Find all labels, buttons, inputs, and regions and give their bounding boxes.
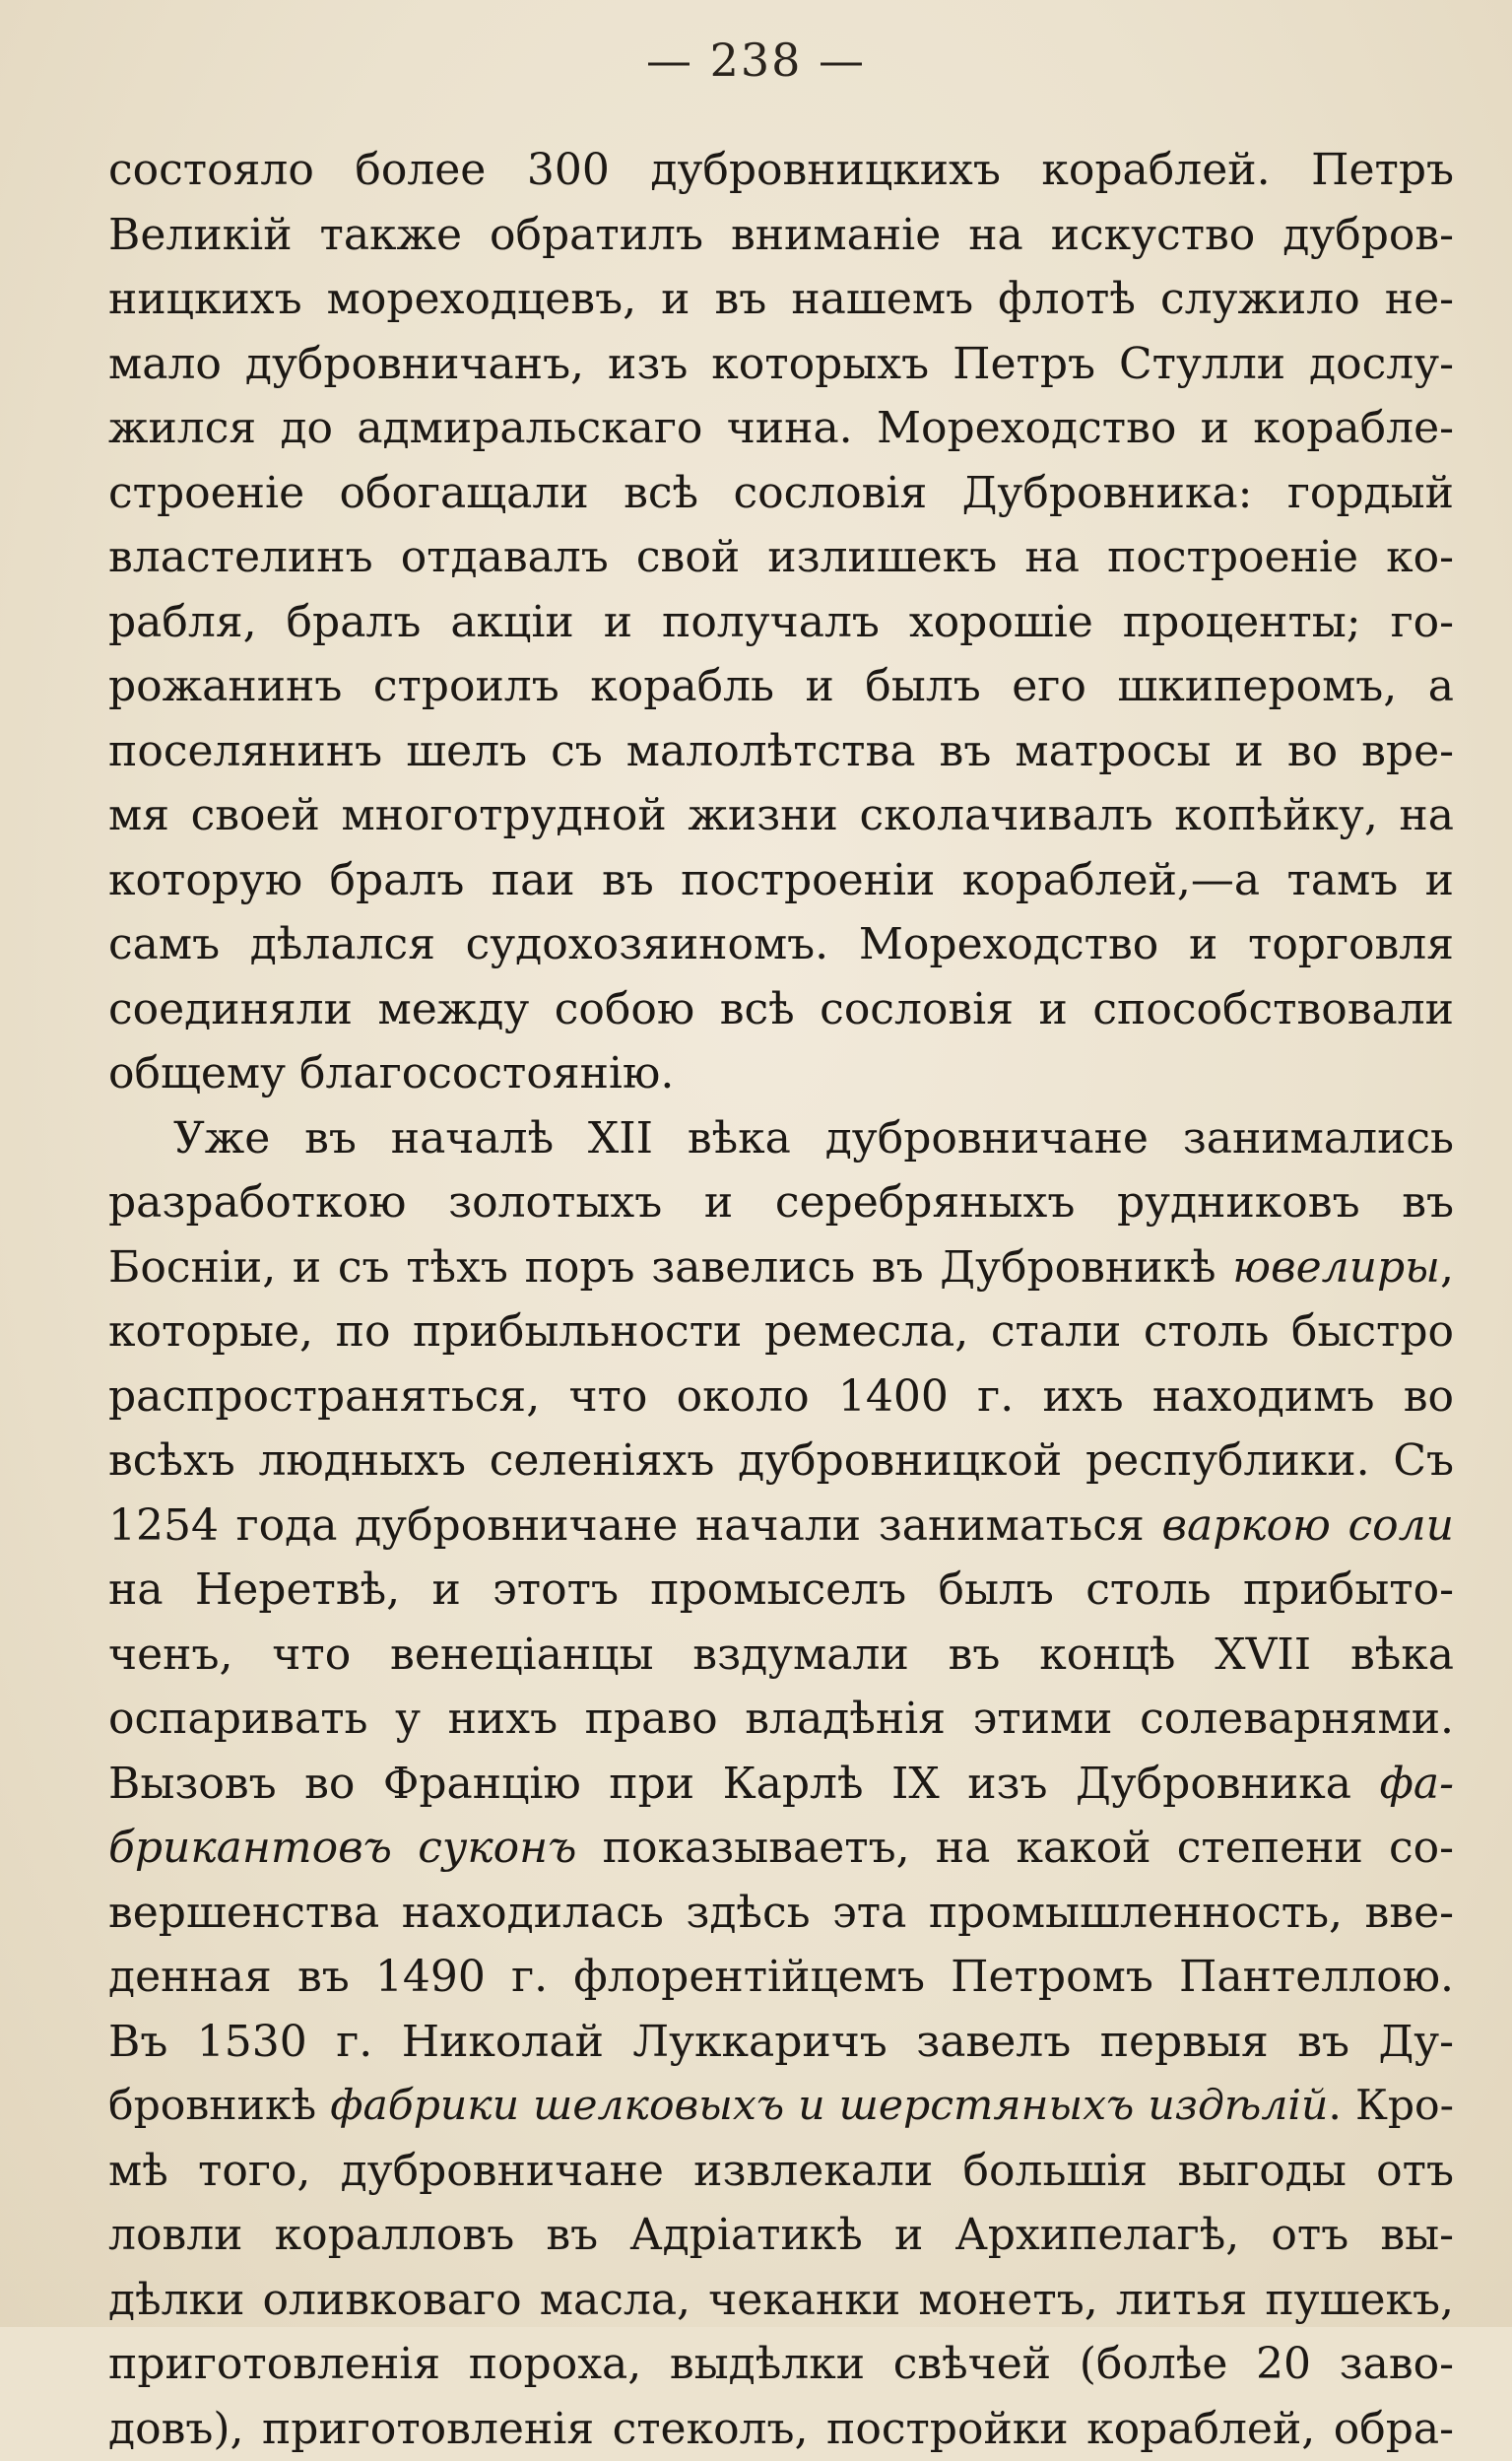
text-line xyxy=(108,1364,1454,1430)
italic-text: фа- xyxy=(1379,1759,1454,1809)
text-line xyxy=(108,1623,1454,1688)
text-run: поселянинъ шелъ съ малолѣтства въ матросы и во вре- xyxy=(108,726,1454,776)
text-run: мѣ того, дубровничане извлекали большія выгоды отъ xyxy=(108,2146,1454,2196)
text-run: ченъ, что венеціанцы вздумали въ концѣ XVII вѣка xyxy=(108,1630,1454,1680)
text-line xyxy=(108,138,1454,203)
text-run: Уже въ началѣ XII вѣка дубровничане занимались xyxy=(173,1113,1454,1164)
text-run: жился до адмиральскаго чина. Мореходство и корабле- xyxy=(108,403,1454,453)
text-run: мя своей многотрудной жизни сколачивалъ копѣйку, на xyxy=(108,790,1454,840)
text-run: Великій также обратилъ вниманіе на искуство дубров- xyxy=(108,210,1454,260)
text-run: дѣлки оливковаго масла, чеканки монетъ, литья пушекъ, xyxy=(108,2275,1454,2325)
text-run: Вызовъ во Францію при Карлѣ IX изъ Дубровника xyxy=(108,1759,1379,1809)
text-line xyxy=(108,590,1454,655)
text-line xyxy=(108,1687,1454,1752)
text-run: ницкихъ мореходцевъ, и въ нашемъ флотѣ служило не- xyxy=(108,274,1454,324)
text-line xyxy=(108,1945,1454,2010)
text-run: бровникѣ xyxy=(108,2082,330,2130)
text-run: 1254 года дубровничане начали заниматься xyxy=(108,1500,1161,1551)
text-line xyxy=(108,396,1454,461)
text-line xyxy=(108,1752,1454,1817)
text-line xyxy=(108,1816,1454,1881)
text-line xyxy=(108,2010,1454,2075)
text-line xyxy=(108,1494,1454,1559)
text-run: приготовленія пороха, выдѣлки свѣчей (болѣе 20 заво- xyxy=(108,2339,1454,2389)
text-line xyxy=(108,1881,1454,1946)
text-line xyxy=(108,1041,1454,1106)
text-run: довъ), приготовленія стеколъ, постройки кораблей, обра- xyxy=(108,2404,1454,2454)
text-run: распространяться, что около 1400 г. ихъ находимъ во xyxy=(108,1371,1454,1422)
page-number: — 238 — xyxy=(0,33,1512,87)
text-run: соединяли между собою всѣ сословія и способствовали xyxy=(108,984,1454,1034)
italic-text: фабрики шелковыхъ и шерстяныхъ издѣлій xyxy=(330,2082,1328,2130)
text-line xyxy=(108,977,1454,1042)
text-run: общему благосостоянію. xyxy=(108,1048,674,1098)
text-run: оспаривать у нихъ право владѣнія этими солеварнями. xyxy=(108,1694,1454,1744)
text-line xyxy=(108,1106,1454,1171)
text-run: строеніе обогащали всѣ сословія Дубровника: гордый xyxy=(108,468,1454,518)
text-run: рабля, бралъ акціи и получалъ хорошіе проценты; го- xyxy=(108,597,1454,647)
text-line xyxy=(108,1170,1454,1235)
text-line xyxy=(108,2332,1454,2397)
paragraph xyxy=(108,1106,1454,2461)
text-line xyxy=(108,203,1454,268)
text-line xyxy=(108,332,1454,397)
text-run: разработкою золотыхъ и серебряныхъ рудниковъ въ xyxy=(108,1177,1454,1228)
text-line xyxy=(108,2268,1454,2333)
text-run: состояло более 300 дубровницкихъ кораблей. Петръ xyxy=(108,145,1454,195)
paragraph xyxy=(108,138,1454,1106)
italic-text: ювелиры xyxy=(1232,1242,1440,1293)
text-line xyxy=(108,2203,1454,2268)
text-run: показываетъ, на какой степени со- xyxy=(576,1823,1454,1873)
text-line xyxy=(108,1299,1454,1364)
text-run: , xyxy=(1440,1242,1454,1293)
text-line xyxy=(108,2397,1454,2461)
text-run: которые, по прибыльности ремесла, стали столь быстро xyxy=(108,1306,1454,1357)
text-run: Босніи, и съ тѣхъ поръ завелись въ Дубровникѣ xyxy=(108,1242,1232,1293)
text-run: мало дубровничанъ, изъ которыхъ Петръ Стулли дослу- xyxy=(108,339,1454,389)
text-run: на Неретвѣ, и этотъ промыселъ былъ столь прибыто- xyxy=(108,1564,1454,1615)
text-run: Въ 1530 г. Николай Луккаричъ завелъ первыя въ Ду- xyxy=(108,2017,1454,2067)
text-run: денная въ 1490 г. флорентійцемъ Петромъ Пантеллою. xyxy=(108,1952,1454,2002)
text-run: рожанинъ строилъ корабль и былъ его шкиперомъ, а xyxy=(108,661,1454,711)
italic-text: брикантовъ суконъ xyxy=(108,1823,576,1873)
text-line xyxy=(108,719,1454,784)
text-line xyxy=(108,1235,1454,1300)
text-line xyxy=(108,267,1454,332)
text-line xyxy=(108,1558,1454,1623)
body-text xyxy=(108,138,1454,2461)
text-line xyxy=(108,2074,1454,2139)
text-run: вершенства находилась здѣсь эта промышленность, вве- xyxy=(108,1888,1454,1938)
text-run: властелинъ отдавалъ свой излишекъ на построеніе ко- xyxy=(108,532,1454,582)
text-run: . Кро- xyxy=(1328,2082,1454,2130)
text-run: всѣхъ людныхъ селеніяхъ дубровницкой республики. Съ xyxy=(108,1435,1454,1486)
italic-text: варкою соли xyxy=(1161,1500,1454,1551)
text-run: которую бралъ паи въ построеніи кораблей,—а тамъ и xyxy=(108,855,1454,905)
text-run: самъ дѣлался судохозяиномъ. Мореходство и торговля xyxy=(108,919,1454,969)
text-line xyxy=(108,912,1454,977)
text-line xyxy=(108,525,1454,590)
text-line xyxy=(108,1429,1454,1494)
text-line xyxy=(108,461,1454,526)
text-line xyxy=(108,654,1454,719)
text-line xyxy=(108,783,1454,848)
text-run: ловли коралловъ въ Адріатикѣ и Архипелагѣ, отъ вы- xyxy=(108,2210,1454,2260)
text-line xyxy=(108,2139,1454,2204)
text-line xyxy=(108,848,1454,913)
